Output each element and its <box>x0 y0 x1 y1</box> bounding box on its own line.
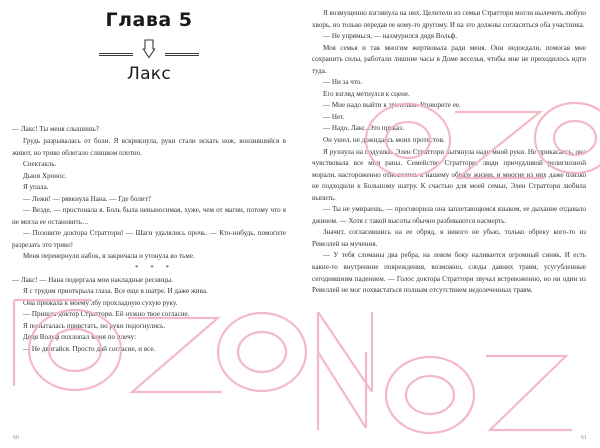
ornament-arrow-glyph <box>143 39 156 59</box>
scene-break: * * * <box>135 264 174 272</box>
left-page-body-text <box>12 124 286 355</box>
ornament-rule-right-2 <box>165 55 199 56</box>
paragraph: Дьюи Хронос. <box>23 171 67 180</box>
paragraph: — У тебя сломаны два ребра, на левом боку наливается огромный синяк. И есть какие-то внутренние повреждения, возможно, следы давних травм, усугубленные сегодняшним падением. — Голос доктора Страттори звучал встревоженно, но ни один из Ревеллей не мог похвастаться полным отсутствием недолеченных травм. <box>312 251 586 295</box>
paragraph: Грудь разрывалась от боли. Я вскрикнула, руки стали искать нож, вонзившийся в живот, но трико облегало слишком плотно. <box>12 136 286 157</box>
paragraph: Он ушел, не дожидаясь моих протестов. <box>323 136 445 145</box>
chapter-heading <box>12 8 286 84</box>
paragraph: — Не двигайся. Просто дай согласие, и все. <box>23 344 156 353</box>
paragraph: Я рухнула на подушки. Элен Страттори вытянула надо мной руки. Не прикасаясь, она чувствовала все мои раны. Семейство Страттори, люди причудливой религиозной морали, настороженно относились к нашему образу жизни, и многие из них даже близко не подходили к Большому шатру. К счастью для моей семьи, Элен Страттори любила выпить. <box>312 147 586 202</box>
paragraph: — Ни за что. <box>323 78 363 87</box>
paragraph: Дядя Вольф похлопал меня по плечу: <box>23 333 137 342</box>
right-page-body-text <box>312 8 586 297</box>
paragraph: — Нет. <box>323 112 345 121</box>
paragraph: Я возмущенно взглянула на них. Целители из семьи Страттори могли вылечить любую хворь, но только передав ее кому-то другому. И на это должны согласиться оба участника. <box>312 9 586 29</box>
page-number-left: 60 <box>13 435 19 441</box>
ornament-rule-left <box>99 53 133 54</box>
paragraph: Моя семья и так многим жертвовала ради меня. Они недоедали, помогая мне сохранить силы, работали лишние часы в Доме веселья, чтобы мне не приходилось идти туда. <box>312 43 586 75</box>
ornament-rule-right <box>165 53 199 54</box>
right-page <box>300 0 600 448</box>
paragraph: — Мне надо выйти к зрителям. Уговорите ее. <box>323 101 461 110</box>
paragraph: — Лакс! — Нана подергала мои накладные ресницы. <box>12 275 173 284</box>
paragraph: Меня перевернули набок, я закричала и утонула во тьме. <box>23 252 195 261</box>
paragraph: Спектакль. <box>23 160 57 169</box>
chapter-number: Глава 5 <box>105 9 193 31</box>
paragraph: — Лакс! Ты меня слышишь? <box>12 125 99 134</box>
paragraph: — Позовите доктора Страттори! — Шаги удалялись прочь. — Кто-нибудь, помогите разрезать это трико! <box>12 229 286 249</box>
chapter-title: Лакс <box>126 63 171 84</box>
paragraph: Она прижала к моему лбу прохладную сухую руку. <box>23 298 178 307</box>
paragraph: Я попыталась привстать, но руки подогнулись. <box>23 321 166 330</box>
paragraph: — Везде, — простонала я. Боль была невыносимая, хуже, чем от магии, потому что я не могла ее остановить… <box>12 206 286 226</box>
down-arrow-ornament-icon <box>93 39 205 61</box>
paragraph: — Не упрямься, — нахмурился дядя Вольф. <box>323 32 458 41</box>
paragraph: Его взгляд метнулся к сцене. <box>323 89 410 98</box>
paragraph: — Пришла доктор Страттори. Ей нужно твое согласие. <box>23 310 190 319</box>
paragraph: Значит, согласившись на ее обряд, я никого не убью, только обреку кого-то из Ревеллей на мучения. <box>312 228 586 248</box>
paragraph: Я с трудом приоткрыла глаза. Все еще в шатре. И даже жива. <box>23 287 208 296</box>
ornament-rule-left-2 <box>99 55 133 56</box>
paragraph: Я упала. <box>23 183 49 192</box>
paragraph: — Лежи! — рявкнула Нана. — Где болит? <box>23 194 151 203</box>
paragraph: — Надо, Лакс. Это приказ. <box>323 124 404 133</box>
paragraph: — Ты не умираешь, — проговорила она заплетающимся языком, ее дыхание отдавало джином. — Хотя с такой высоты обычно разбиваются насмерть. <box>312 205 586 225</box>
page-number-right: 61 <box>581 435 587 441</box>
